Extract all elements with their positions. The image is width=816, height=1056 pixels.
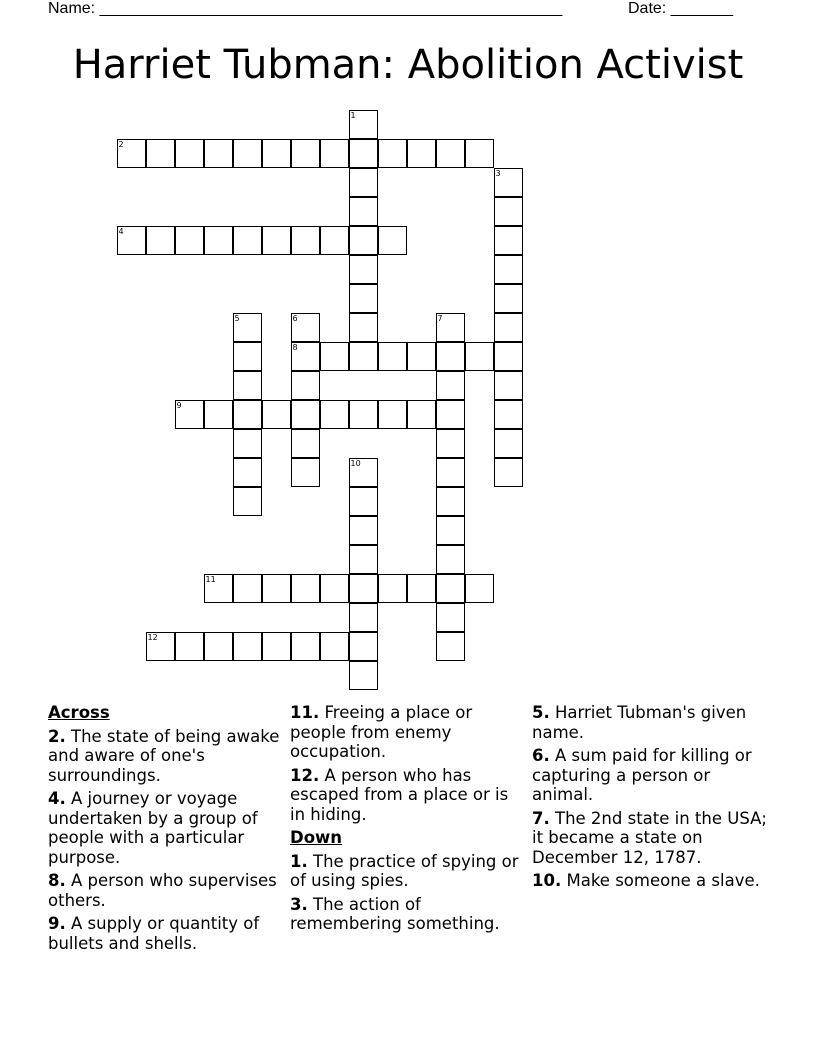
clue-across-12: 12. A person who has escaped from a place or is in hiding.	[290, 765, 509, 824]
grid-cell[interactable]	[262, 632, 291, 661]
grid-cell[interactable]	[146, 139, 175, 168]
grid-cell[interactable]	[436, 545, 465, 574]
grid-cell[interactable]	[465, 342, 494, 371]
grid-cell[interactable]	[436, 371, 465, 400]
grid-cell[interactable]	[436, 574, 465, 603]
grid-cell[interactable]	[204, 400, 233, 429]
name-blank[interactable]: ____________________________________________________	[99, 0, 563, 17]
grid-cell[interactable]	[233, 342, 262, 371]
grid-cell[interactable]	[233, 400, 262, 429]
grid-cell[interactable]	[291, 226, 320, 255]
grid-cell[interactable]	[436, 487, 465, 516]
grid-cell[interactable]	[233, 313, 262, 342]
grid-cell[interactable]	[320, 574, 349, 603]
clue-across-2: 2. The state of being awake and aware of one's surroundings.	[48, 726, 280, 785]
grid-cell[interactable]	[349, 400, 378, 429]
grid-cell[interactable]	[436, 429, 465, 458]
grid-cell[interactable]	[117, 139, 146, 168]
clue-across-11: 11. Freeing a place or people from enemy occupation.	[290, 703, 473, 761]
grid-cell[interactable]	[233, 226, 262, 255]
clue-number: 11	[205, 574, 216, 584]
grid-cell[interactable]	[494, 400, 523, 429]
grid-cell[interactable]	[233, 429, 262, 458]
grid-cell[interactable]	[407, 139, 436, 168]
clue-number: 4	[118, 226, 124, 236]
grid-cell[interactable]	[436, 313, 465, 342]
grid-cell[interactable]	[349, 342, 378, 371]
grid-cell[interactable]	[291, 574, 320, 603]
down-heading: Down	[290, 828, 343, 847]
grid-cell[interactable]	[349, 458, 378, 487]
grid-cell[interactable]	[175, 139, 204, 168]
grid-cell[interactable]	[494, 168, 523, 197]
grid-cell[interactable]	[262, 226, 291, 255]
grid-cell[interactable]	[407, 342, 436, 371]
grid-cell[interactable]	[436, 342, 465, 371]
name-label: Name:	[48, 0, 96, 17]
grid-cell[interactable]	[349, 574, 378, 603]
grid-cell[interactable]	[349, 313, 378, 342]
grid-cell[interactable]	[262, 139, 291, 168]
grid-cell[interactable]	[320, 632, 349, 661]
grid-cell[interactable]	[436, 632, 465, 661]
grid-cell[interactable]	[436, 458, 465, 487]
grid-cell[interactable]	[436, 139, 465, 168]
grid-cell[interactable]	[494, 371, 523, 400]
grid-cell[interactable]	[494, 226, 523, 255]
across-heading: Across	[48, 703, 110, 722]
grid-cell[interactable]	[175, 400, 204, 429]
clue-down-10: 10. Make someone a slave.	[532, 871, 760, 890]
date-label: Date:	[628, 0, 667, 17]
grid-cell[interactable]	[146, 632, 175, 661]
grid-cell[interactable]	[233, 487, 262, 516]
clue-number: 3	[495, 168, 501, 178]
grid-cell[interactable]	[320, 226, 349, 255]
clue-down-1: 1. The practice of spying or of using spies.	[290, 851, 519, 890]
grid-cell[interactable]	[465, 574, 494, 603]
grid-cell[interactable]	[291, 342, 320, 371]
grid-cell[interactable]	[320, 342, 349, 371]
grid-cell[interactable]	[291, 458, 320, 487]
grid-cell[interactable]	[233, 458, 262, 487]
clue-column-1	[48, 703, 284, 957]
grid-cell[interactable]	[436, 400, 465, 429]
grid-cell[interactable]	[494, 284, 523, 313]
grid-cell[interactable]	[291, 139, 320, 168]
grid-cell[interactable]	[378, 139, 407, 168]
clue-column-2	[290, 703, 526, 938]
clue-down-7: 7. The 2nd state in the USA; it became a state on December 12, 1787.	[532, 808, 767, 867]
grid-cell[interactable]	[349, 168, 378, 197]
grid-cell[interactable]	[175, 632, 204, 661]
grid-cell[interactable]	[494, 313, 523, 342]
grid-cell[interactable]	[378, 226, 407, 255]
grid-cell[interactable]	[233, 371, 262, 400]
grid-cell[interactable]	[291, 429, 320, 458]
grid-cell[interactable]	[436, 603, 465, 632]
grid-cell[interactable]	[349, 110, 378, 139]
grid-cell[interactable]	[436, 516, 465, 545]
grid-cell[interactable]	[494, 342, 523, 371]
clue-down-3: 3. The action of remembering something.	[290, 894, 500, 933]
grid-cell[interactable]	[494, 458, 523, 487]
grid-cell[interactable]	[204, 632, 233, 661]
clue-down-6: 6. A sum paid for killing or capturing a person or animal.	[532, 746, 752, 804]
grid-cell[interactable]	[146, 226, 175, 255]
grid-cell[interactable]	[378, 574, 407, 603]
grid-cell[interactable]	[233, 139, 262, 168]
grid-cell[interactable]	[204, 574, 233, 603]
clue-number: 9	[176, 400, 182, 410]
grid-cell[interactable]	[320, 400, 349, 429]
grid-cell[interactable]	[349, 255, 378, 284]
clue-across-9: 9. A supply or quantity of bullets and shells.	[48, 914, 260, 953]
page-title: Harriet Tubman: Abolition Activist	[72, 42, 744, 88]
date-blank[interactable]: _______	[670, 0, 733, 17]
clue-number: 10	[350, 458, 361, 468]
clue-number: 5	[234, 313, 240, 323]
grid-cell[interactable]	[465, 139, 494, 168]
grid-cell[interactable]	[204, 139, 233, 168]
grid-cell[interactable]	[262, 574, 291, 603]
clue-number: 7	[437, 313, 443, 323]
grid-cell[interactable]	[262, 400, 291, 429]
grid-cell[interactable]	[349, 197, 378, 226]
clue-across-8: 8. A person who supervises others.	[48, 871, 277, 910]
grid-cell[interactable]	[378, 400, 407, 429]
grid-cell[interactable]	[494, 197, 523, 226]
grid-cell[interactable]	[349, 545, 378, 574]
grid-cell[interactable]	[494, 429, 523, 458]
grid-cell[interactable]	[407, 574, 436, 603]
grid-cell[interactable]	[349, 661, 378, 690]
grid-cell[interactable]	[349, 284, 378, 313]
grid-cell[interactable]	[175, 226, 204, 255]
grid-cell[interactable]	[291, 371, 320, 400]
grid-cell[interactable]	[407, 400, 436, 429]
grid-cell[interactable]	[349, 632, 378, 661]
clue-column-3	[532, 703, 772, 895]
clue-number: 2	[118, 139, 124, 149]
clue-down-5: 5. Harriet Tubman's given name.	[532, 703, 747, 742]
grid-cell[interactable]	[291, 400, 320, 429]
clue-number: 1	[350, 110, 356, 120]
grid-cell[interactable]	[349, 226, 378, 255]
grid-cell[interactable]	[349, 516, 378, 545]
grid-cell[interactable]	[117, 226, 146, 255]
grid-cell[interactable]	[349, 603, 378, 632]
grid-cell[interactable]	[233, 574, 262, 603]
grid-cell[interactable]	[378, 342, 407, 371]
grid-cell[interactable]	[349, 487, 378, 516]
grid-cell[interactable]	[291, 632, 320, 661]
grid-cell[interactable]	[204, 226, 233, 255]
clue-number: 6	[292, 313, 298, 323]
grid-cell[interactable]	[320, 139, 349, 168]
grid-cell[interactable]	[349, 139, 378, 168]
grid-cell[interactable]	[494, 255, 523, 284]
grid-cell[interactable]	[291, 313, 320, 342]
clue-across-4: 4. A journey or voyage undertaken by a group of people with a particular purpose.	[48, 789, 258, 867]
grid-cell[interactable]	[233, 632, 262, 661]
clue-number: 8	[292, 342, 298, 352]
clue-number: 12	[147, 632, 158, 642]
